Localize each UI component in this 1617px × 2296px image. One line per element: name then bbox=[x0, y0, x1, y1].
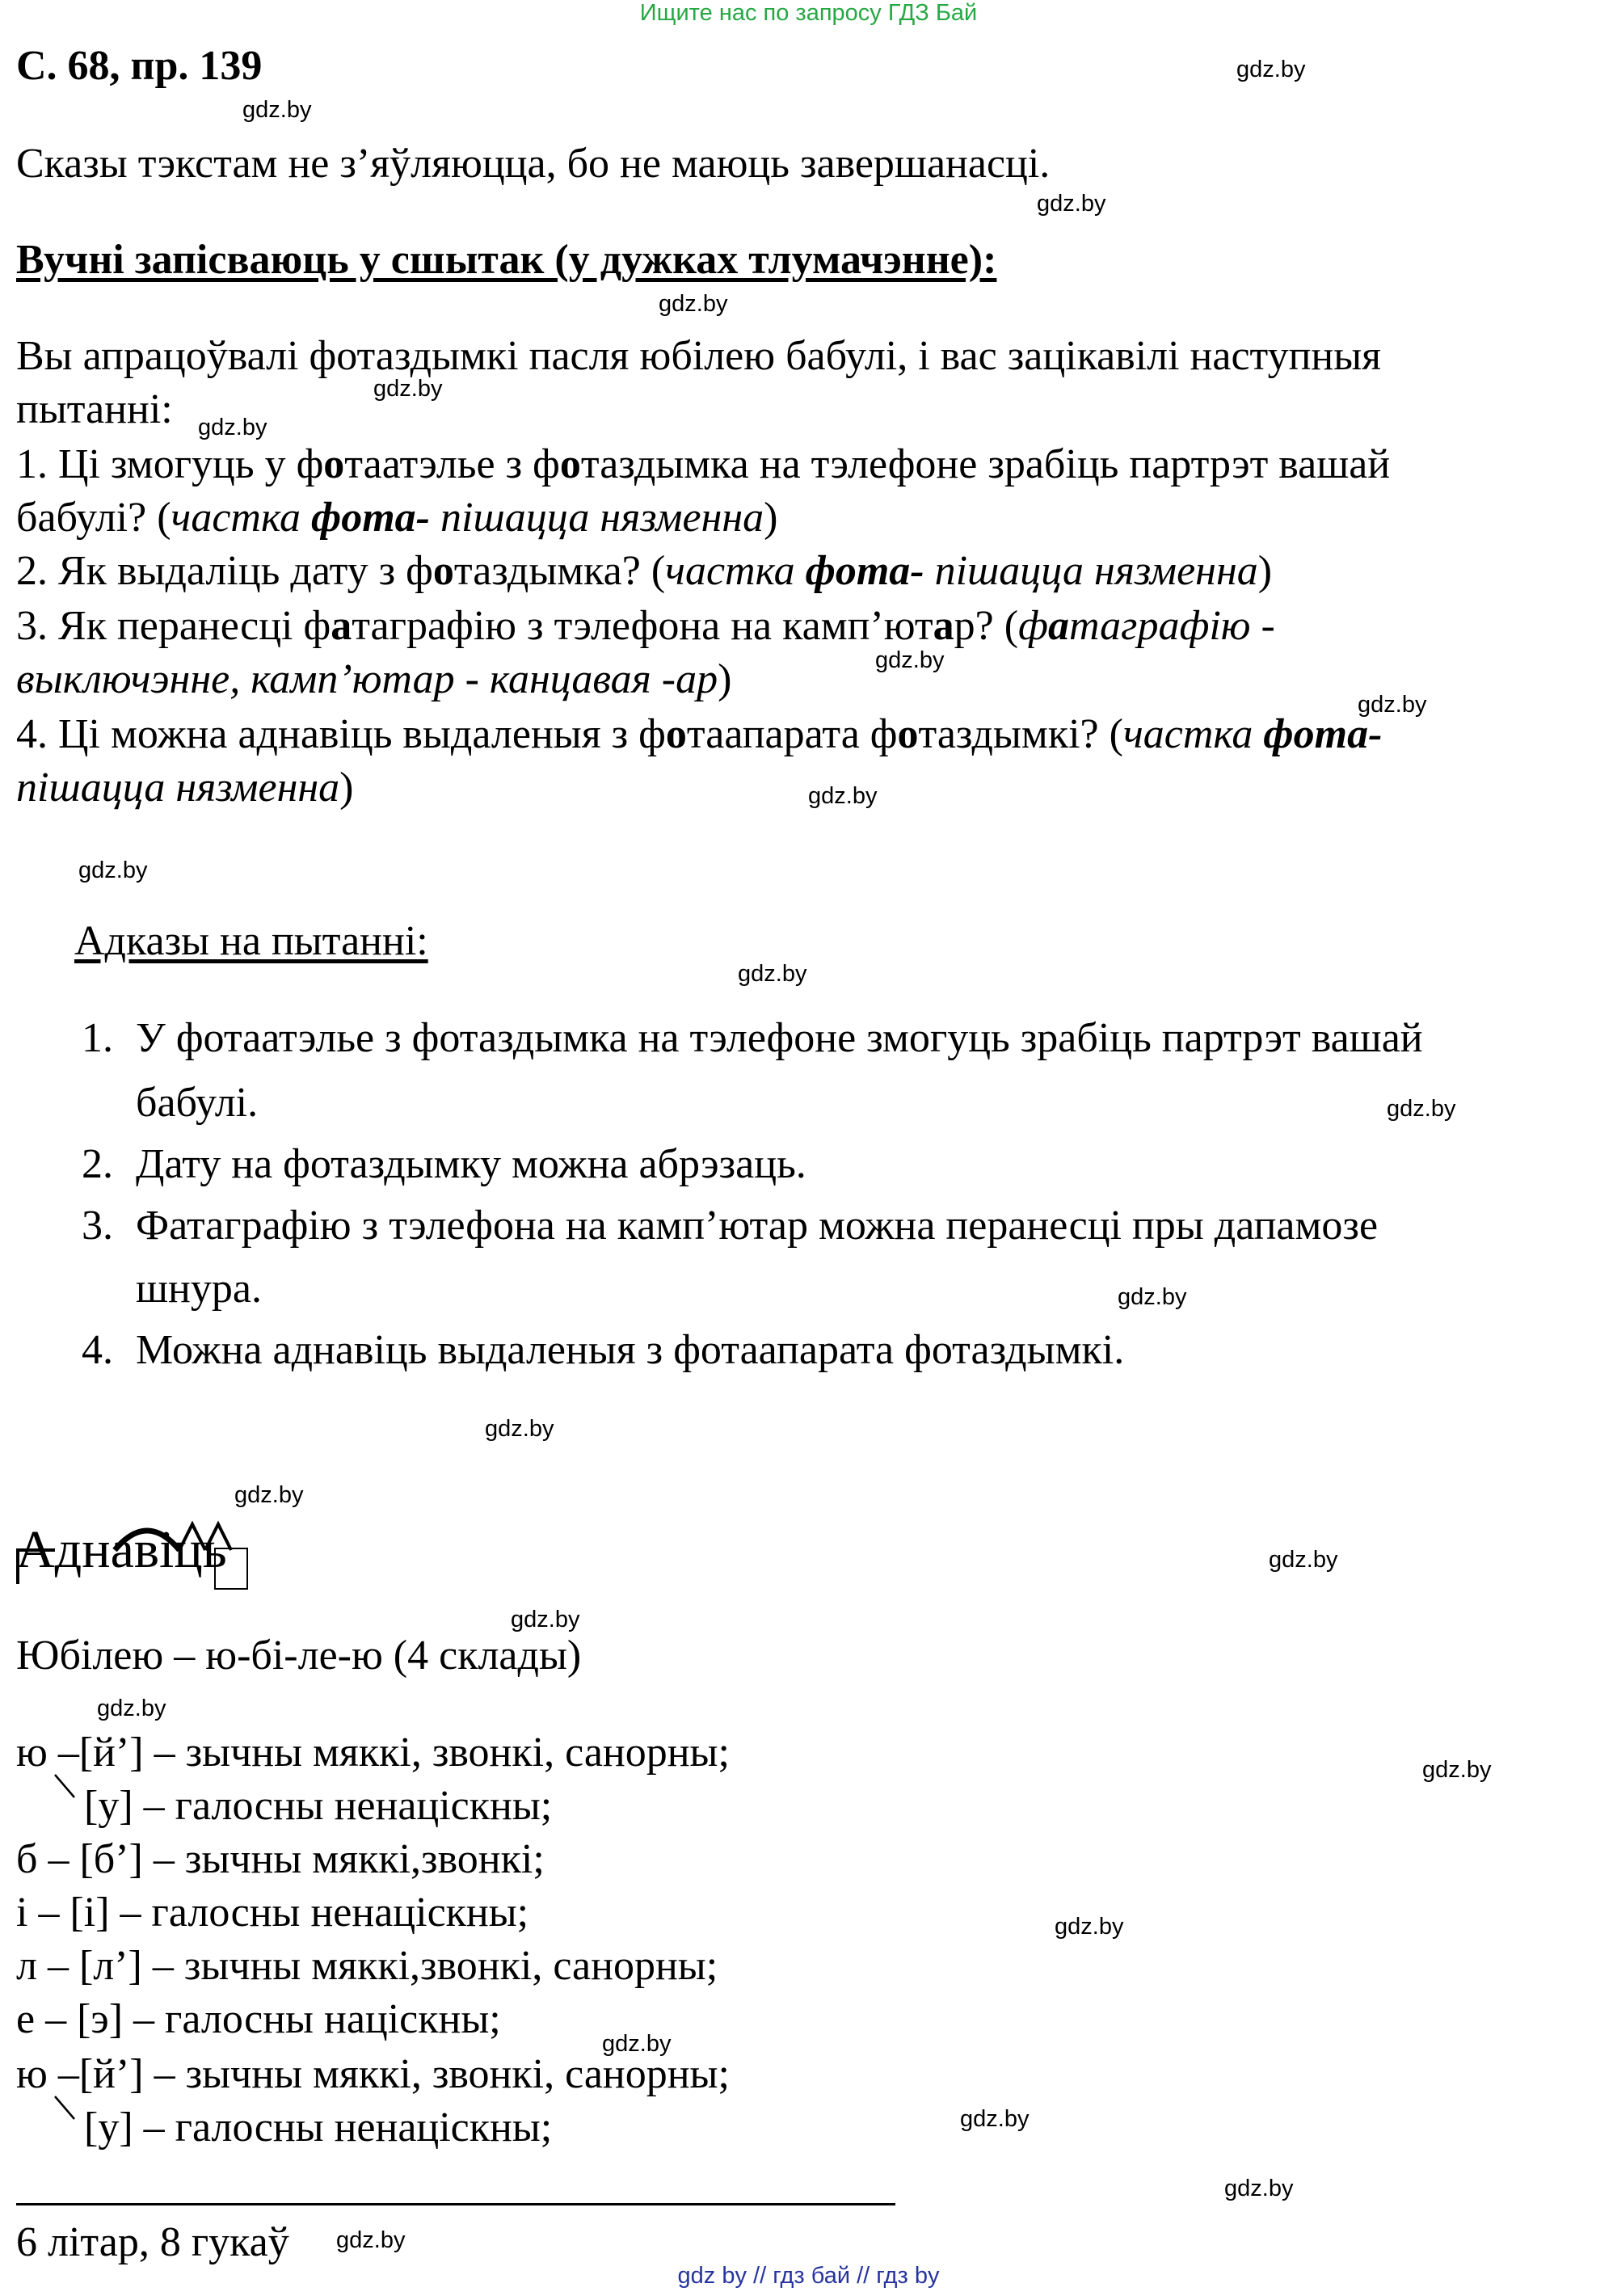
morpheme-marks bbox=[11, 1505, 270, 1594]
watermark: gdz.by bbox=[373, 376, 443, 402]
phonetic-row: ю –[й’] – зычны мяккі, звонкі, санорны; bbox=[16, 2051, 730, 2097]
question-1-line-2: бабулі? (частка фота- пішацца нязменна) bbox=[16, 495, 778, 541]
suffix-mark bbox=[205, 1524, 231, 1550]
stress-letter: о bbox=[897, 711, 919, 757]
root-mark bbox=[115, 1531, 179, 1550]
watermark: gdz.by bbox=[875, 647, 945, 673]
question-4-line-2: пішацца нязменна) bbox=[16, 765, 354, 811]
context-line-2: пытанні: bbox=[16, 386, 173, 432]
prefix-mark bbox=[18, 1550, 55, 1584]
answer-number: 4. bbox=[82, 1327, 113, 1373]
context-line-1: Вы апрацоўвалі фотаздымкі пасля юбілею бабулі, і вас зацікавілі наступныя bbox=[16, 333, 1382, 379]
watermark: gdz.by bbox=[336, 2227, 406, 2253]
watermark: gdz.by bbox=[960, 2106, 1030, 2132]
watermark: gdz.by bbox=[1037, 191, 1106, 217]
watermark: gdz.by bbox=[1055, 1914, 1124, 1940]
stress-letter: о bbox=[559, 441, 581, 487]
watermark: gdz.by bbox=[1387, 1096, 1456, 1122]
watermark: gdz.by bbox=[511, 1607, 580, 1632]
answer-number: 2. bbox=[82, 1141, 113, 1187]
suffix-mark bbox=[179, 1524, 205, 1550]
question-4-line-1: 4. Ці можна аднавіць выдаленыя з фотаапарата фотаздымкі? (частка фота- bbox=[16, 711, 1383, 757]
watermark: gdz.by bbox=[234, 1482, 304, 1508]
watermark: gdz.by bbox=[242, 97, 312, 123]
page-title: С. 68, пр. 139 bbox=[16, 43, 263, 89]
stress-letter: а bbox=[331, 603, 352, 649]
watermark: gdz.by bbox=[1358, 692, 1427, 718]
watermark: gdz.by bbox=[1118, 1284, 1187, 1310]
question-1-line-1: 1. Ці змогуць у фотаатэлье з фотаздымка на тэлефоне зрабіць партрэт вашай bbox=[16, 441, 1391, 487]
answer-1-line-2: бабулі. bbox=[136, 1080, 259, 1126]
stress-letter: о bbox=[323, 441, 345, 487]
watermark: gdz.by bbox=[1422, 1757, 1492, 1783]
summary-line: 6 літар, 8 гукаў bbox=[16, 2219, 289, 2265]
answers-heading: Адказы на пытанні: bbox=[74, 918, 428, 964]
analysis-word: Аднавіць bbox=[16, 1520, 227, 1579]
watermark: gdz.by bbox=[738, 961, 807, 987]
answer-4-line-1: Можна аднавіць выдаленыя з фотаапарата фотаздымкі. bbox=[136, 1327, 1125, 1373]
intro-sentence: Сказы тэкстам не з’яўляюцца, бо не маюць завершанасці. bbox=[16, 141, 1051, 187]
phonetic-row: і – [і] – галосны ненаціскны; bbox=[16, 1889, 529, 1936]
stress-letter: о bbox=[665, 711, 687, 757]
ending-mark bbox=[215, 1548, 247, 1589]
phonetic-row: е – [э] – галосны націскны; bbox=[16, 1996, 501, 2042]
watermark: gdz.by bbox=[78, 857, 148, 883]
watermark: gdz.by bbox=[602, 2031, 672, 2057]
watermark: gdz.by bbox=[1269, 1547, 1338, 1573]
syllables-line: Юбілею – ю-бі-ле-ю (4 склады) bbox=[16, 1632, 582, 1679]
section-heading: Вучні запісваюць у сшытак (у дужках тлумачэнне): bbox=[16, 237, 997, 283]
question-3-line-2: выключэнне, камп’ютар - канцавая -ар) bbox=[16, 656, 732, 702]
phonetic-row: [у] – галосны ненаціскны; bbox=[84, 1783, 553, 1829]
stress-letter: а bbox=[933, 603, 954, 649]
question-2: 2. Як выдаліць дату з фотаздымка? (частка фота- пішацца нязменна) bbox=[16, 548, 1273, 594]
question-3-line-1: 3. Як перанесці фатаграфію з тэлефона на камп’ютар? (фатаграфію - bbox=[16, 603, 1275, 649]
phonetic-row: [у] – галосны ненаціскны; bbox=[84, 2104, 553, 2151]
answer-3-line-1: Фатаграфію з тэлефона на камп’ютар можна перанесці пры дапамозе bbox=[136, 1203, 1379, 1249]
watermark: gdz.by bbox=[1236, 57, 1306, 82]
phonetic-row: ю –[й’] – зычны мяккі, звонкі, санорны; bbox=[16, 1729, 730, 1776]
stress-letter: о bbox=[432, 548, 454, 594]
watermark: gdz.by bbox=[1224, 2176, 1294, 2201]
phonetic-row: л – [л’] – зычны мяккі,звонкі, санорны; bbox=[16, 1943, 718, 1989]
phonetic-row: б – [б’] – зычны мяккі,звонкі; bbox=[16, 1836, 545, 1882]
branch-line bbox=[50, 2093, 82, 2125]
watermark: gdz.by bbox=[97, 1696, 166, 1721]
branch-line bbox=[50, 1772, 82, 1804]
answer-2-line-1: Дату на фотаздымку можна абрэзаць. bbox=[136, 1141, 806, 1187]
bottom-banner[interactable]: gdz by // гдз бай // гдз by bbox=[677, 2263, 940, 2289]
answer-1-line-1: У фотаатэлье з фотаздымка на тэлефоне змогуць зрабіць партрэт вашай bbox=[136, 1015, 1423, 1061]
watermark: gdz.by bbox=[198, 415, 267, 440]
answer-number: 1. bbox=[82, 1015, 113, 1061]
answer-number: 3. bbox=[82, 1203, 113, 1249]
divider bbox=[16, 2203, 895, 2205]
watermark: gdz.by bbox=[485, 1416, 554, 1442]
watermark: gdz.by bbox=[808, 783, 878, 809]
top-banner[interactable]: Ищите нас по запросу ГДЗ Бай bbox=[639, 0, 978, 26]
watermark: gdz.by bbox=[659, 291, 728, 317]
answer-3-line-2: шнура. bbox=[136, 1266, 262, 1312]
